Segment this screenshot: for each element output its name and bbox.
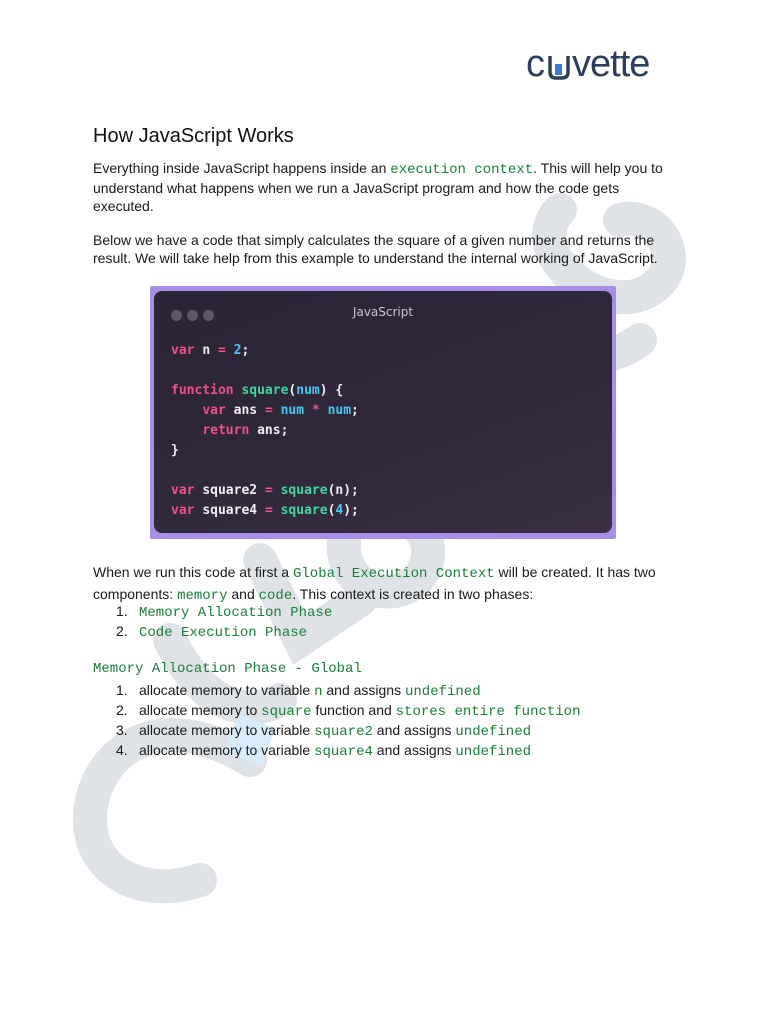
intro-text: Everything inside JavaScript happens inside an — [93, 160, 391, 176]
code-block — [171, 341, 359, 521]
phases-list — [93, 601, 332, 641]
code-line — [171, 461, 359, 481]
code-line: return ans; — [202, 423, 289, 438]
code-line: var square2 = square(n); — [171, 483, 359, 498]
list-number: 2. — [116, 702, 128, 718]
list-item — [93, 601, 332, 621]
step-code: square2 — [314, 724, 373, 740]
gec-text: will be created. It has two components: — [93, 564, 656, 602]
list-item — [93, 621, 332, 641]
code-card-title: JavaScript — [352, 305, 414, 319]
step-code: n — [314, 684, 323, 700]
list-number: 4. — [116, 742, 128, 758]
gec-text: and — [227, 586, 259, 602]
code-code: code — [258, 588, 293, 604]
step-text: function and — [311, 702, 396, 718]
step-code: undefined — [404, 684, 481, 700]
code-snippet-frame — [150, 286, 616, 539]
phase-label: Memory Allocation Phase — [139, 605, 333, 621]
gec-paragraph — [93, 562, 678, 606]
svg-text:vette: vette — [572, 43, 650, 85]
list-number: 1. — [116, 603, 128, 619]
step-text: and assigns — [322, 682, 405, 698]
memory-phase-heading: Memory Allocation Phase - Global — [93, 661, 362, 677]
gec-text: . This context is created in two phases: — [292, 586, 534, 602]
step-code: square4 — [314, 744, 373, 760]
intro-paragraph — [93, 159, 678, 215]
step-code: undefined — [455, 744, 532, 760]
step-text: and assigns — [372, 742, 456, 758]
list-item — [93, 720, 581, 740]
code-line — [171, 361, 359, 381]
svg-text:c: c — [526, 43, 544, 85]
intro-text-end: . This will help you to understand what happens when we run a JavaScript program and how the code gets executed. — [93, 160, 663, 214]
step-text: allocate memory to variable — [139, 722, 315, 738]
step-code: stores entire function — [395, 704, 581, 720]
step-text: and assigns — [372, 722, 456, 738]
step-text: allocate memory to variable — [139, 742, 315, 758]
cuvette-logo — [526, 42, 676, 86]
phase-label: Code Execution Phase — [139, 625, 308, 641]
step-text: allocate memory to — [139, 702, 262, 718]
gec-code: Global Execution Context — [292, 566, 495, 582]
gec-text: When we run this code at first a — [93, 564, 293, 580]
list-item — [93, 680, 581, 700]
example-intro-paragraph: Below we have a code that simply calculates the square of a given number and returns the result. We will take help from this example to understand the internal working of JavaScript. — [93, 232, 658, 266]
step-text: allocate memory to variable — [139, 682, 315, 698]
memory-code: memory — [177, 588, 228, 604]
list-item — [93, 700, 581, 720]
code-line: var square4 = square(4); — [171, 503, 359, 518]
code-line: var ans = num * num; — [202, 403, 359, 418]
code-line: var n = 2; — [171, 343, 250, 358]
step-code: undefined — [455, 724, 532, 740]
code-line: function square(num) { — [171, 383, 344, 398]
logo-graphic — [526, 42, 676, 86]
list-number: 3. — [116, 722, 128, 738]
execution-context-code: execution context — [390, 162, 534, 178]
list-number: 2. — [116, 623, 128, 639]
list-item — [93, 740, 581, 760]
code-line: } — [171, 443, 179, 458]
code-snippet-card — [154, 291, 612, 533]
list-number: 1. — [116, 682, 128, 698]
step-code: square — [261, 704, 312, 720]
memory-steps-list — [93, 680, 581, 760]
page-title: How JavaScript Works — [93, 125, 294, 147]
